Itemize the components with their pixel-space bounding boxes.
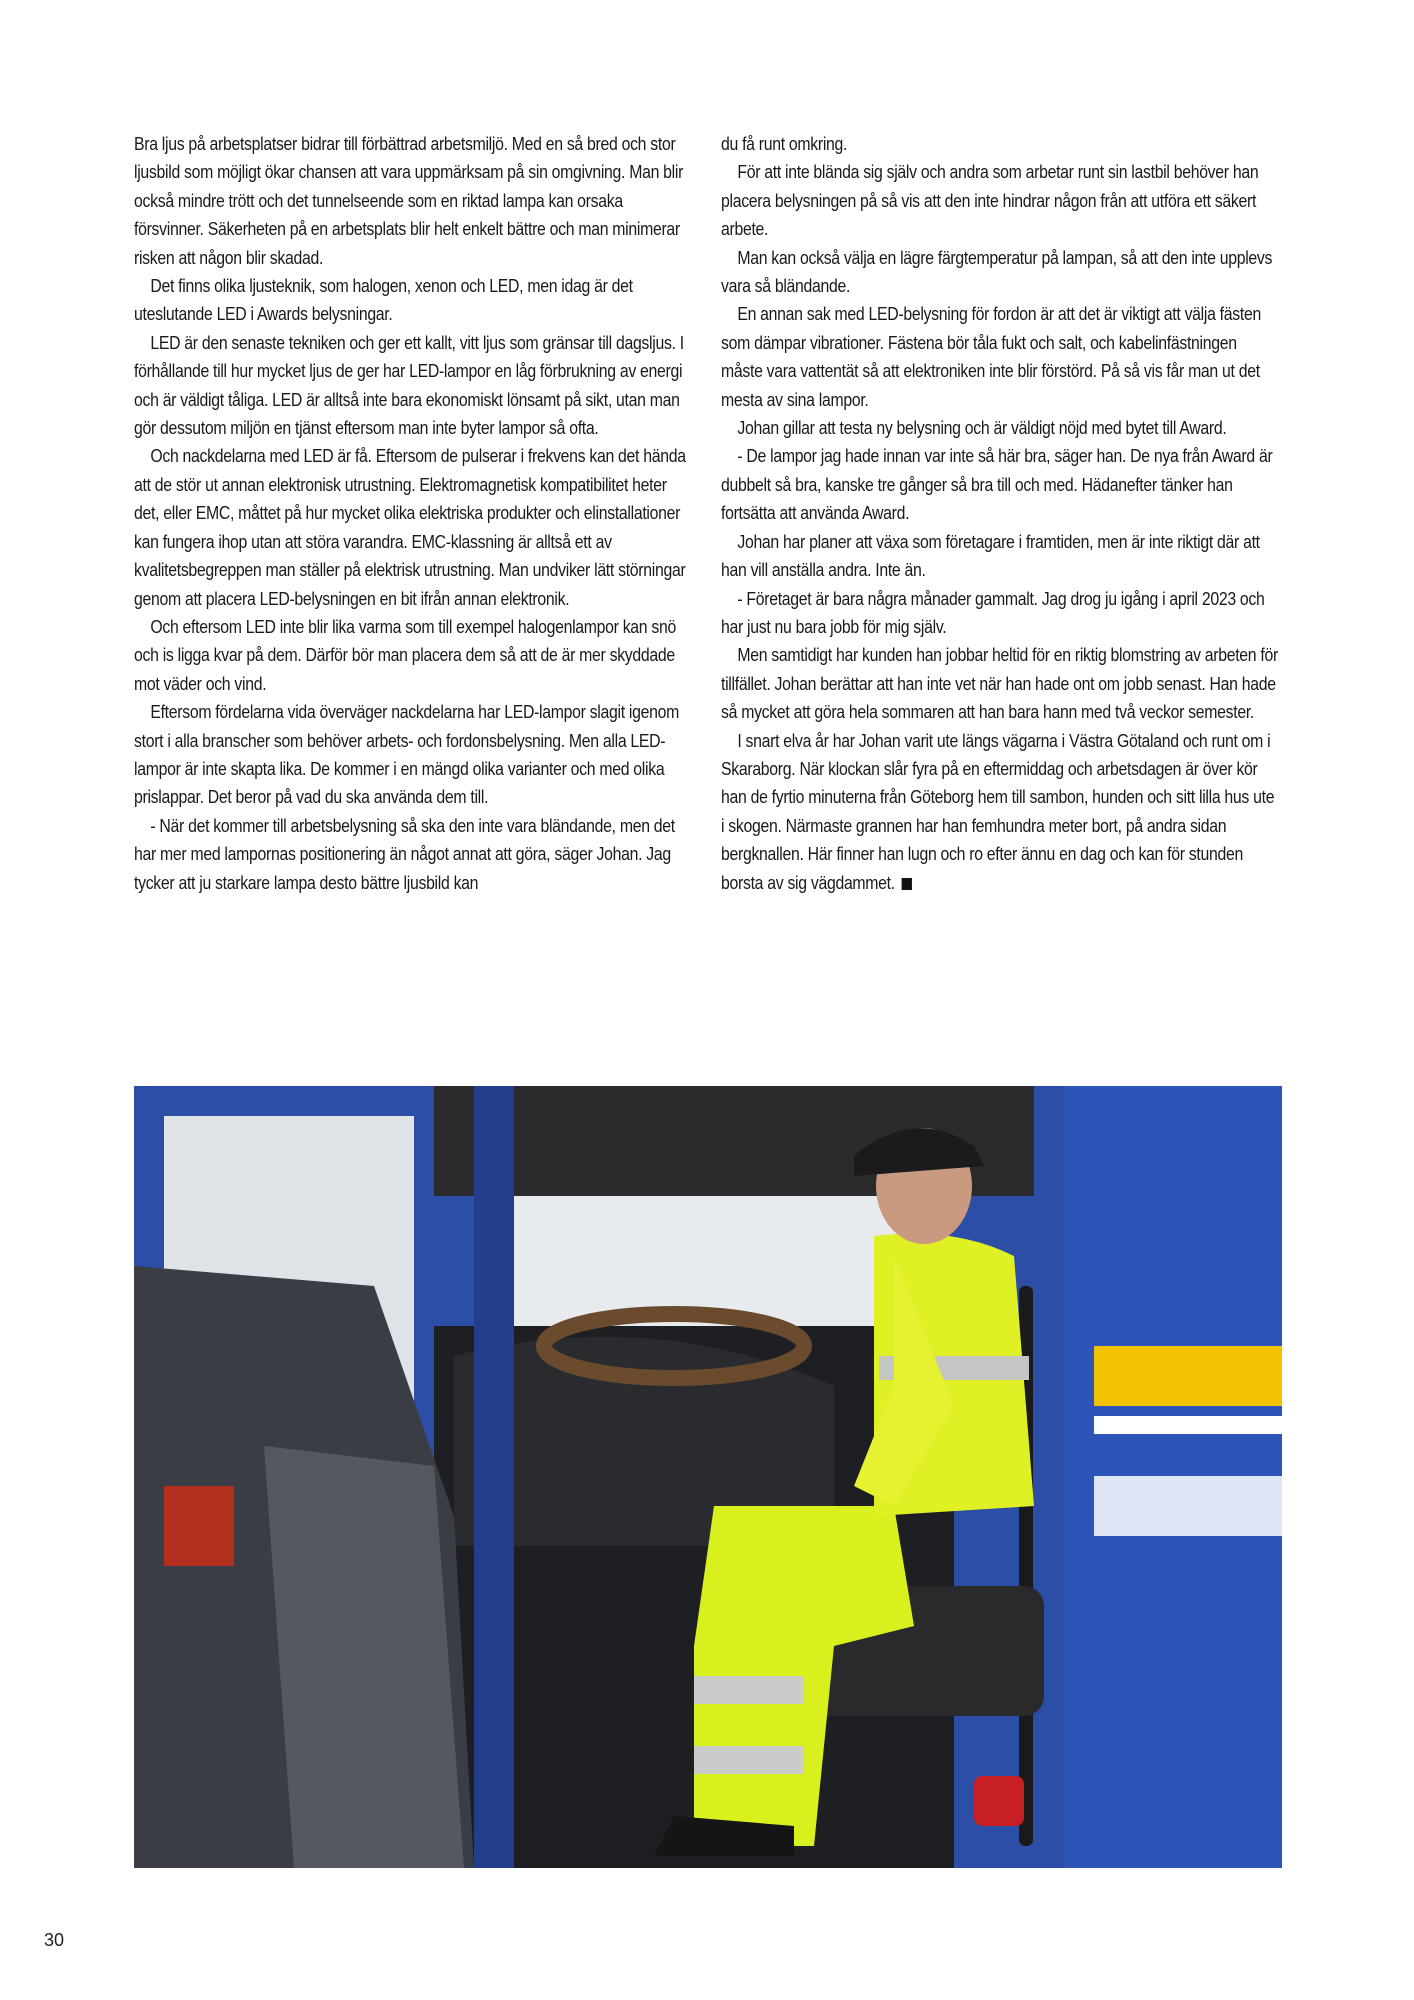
paragraph: - Företaget är bara några månader gammalt. Jag drog ju igång i april 2023 och har just nu bara jobb för mig själv.: [721, 587, 1265, 637]
paragraph-last-text: I snart elva år har Johan varit ute längs vägarna i Västra Götaland och runt om i Skaraborg. När klockan slår fyra på en eftermiddag och arbetsdagen är över kör han de fyrtio minuterna från Göteborg hem till sambon, hunden och sitt lilla hus ute i skogen. Närmaste grannen har han femhundra meter bort, på andra sidan bergknallen. Här finner han lugn och ro efter ännu en dag och kan för stunden borsta av sig vägdammet.: [721, 729, 1275, 893]
paragraph: du få runt omkring.: [721, 133, 848, 154]
paragraph: Det finns olika ljusteknik, som halogen, xenon och LED, men idag är det uteslutande LED i Awards belysningar.: [134, 275, 633, 325]
end-mark-icon: [902, 878, 912, 890]
paragraph: LED är den senaste tekniken och ger ett kallt, vitt ljus som gränsar till dagsljus. I förhållande till hur mycket ljus de ger har LED-lampor en låg förbrukning av energi och är väldigt tåliga. LED är alltså inte bara ekonomiskt lönsamt på sikt, utan man gör dessutom miljön en tjänst eftersom man inte byter lampor så ofta.: [134, 331, 684, 439]
paragraph: En annan sak med LED-belysning för fordon är att det är viktigt att välja fästen som dämpar vibrationer. Fästena bör tåla fukt och salt, och kabelinfästningen måste vara vattentät så att elektroniken inte blir förstörd. På så vis får man ut det mesta av sina lampor.: [721, 303, 1261, 410]
paragraph-last: [721, 727, 1281, 897]
paragraph: Johan gillar att testa ny belysning och är väldigt nöjd med bytet till Award.: [737, 417, 1227, 439]
paragraph: - När det kommer till arbetsbelysning så ska den inte vara bländande, men det har mer med lampornas positionering än något annat att göra, säger Johan. Jag tycker att ju starkare lampa desto bättre ljusbild kan: [134, 814, 675, 893]
paragraph: Och eftersom LED inte blir lika varma som till exempel halogenlampor kan snö och is ligga kvar på dem. Därför bör man placera dem så att de är mer skyddade mot väder och vind.: [134, 615, 676, 694]
article-column-left: [134, 130, 694, 897]
paragraph: Man kan också välja en lägre färgtemperatur på lampan, så att den inte upplevs vara så bländande.: [721, 246, 1273, 297]
paragraph: - De lampor jag hade innan var inte så här bra, säger han. De nya från Award är dubbelt så bra, kanske tre gånger så bra till och med. Hädanefter tänker han fortsätta att använda Award.: [721, 445, 1273, 524]
paragraph: Eftersom fördelarna vida överväger nackdelarna har LED-lampor slagit igenom stort i alla branscher som behöver arbets- och fordonsbelysning. Men alla LED-lampor är inte skapta lika. De kommer i en mängd olika varianter och med olika prislappar. Det beror på vad du ska använda dem till.: [134, 701, 679, 808]
paragraph: Men samtidigt har kunden han jobbar heltid för en riktig blomstring av arbeten för tillfället. Johan berättar att han inte vet när han hade ont om jobb senast. Han hade så mycket att göra hela sommaren att han bara hann med två veckor semester.: [721, 644, 1278, 723]
page-number: 30: [44, 1930, 65, 1950]
paragraph: För att inte blända sig själv och andra som arbetar runt sin lastbil behöver han placera belysningen på så vis att den inte hindrar någon från att utföra ett säkert arbete.: [721, 161, 1259, 240]
paragraph: Johan har planer att växa som företagare i framtiden, men är inte riktigt där att han vill anställa andra. Inte än.: [721, 530, 1260, 581]
driver-in-truck-cab-photo: [134, 1086, 1282, 1868]
paragraph: Och nackdelarna med LED är få. Eftersom de pulserar i frekvens kan det hända att de stör ut annan elektronisk utrustning. Elektromagnetisk kompatibilitet heter det, eller EMC, måttet på hur mycket olika elektriska produkter och elinstallationer kan fungera ihop utan att störa varandra. EMC-klassning är alltså ett av kvalitetsbegreppen man ställer på elektrisk utrustning. Man undviker lätt störningar genom att placera LED-belysningen en bit ifrån annan elektronik.: [134, 445, 686, 609]
article-column-right: [721, 130, 1281, 897]
paragraph: Bra ljus på arbetsplatser bidrar till förbättrad arbetsmiljö. Med en så bred och stor ljusbild som möjligt ökar chansen att vara uppmärksam på sin omgivning. Man blir också mindre trött och det tunnelseende som en riktad lampa kan orsaka försvinner. Säkerheten på en arbetsplats blir helt enkelt bättre och man minimerar risken att någon blir skadad.: [134, 133, 684, 268]
